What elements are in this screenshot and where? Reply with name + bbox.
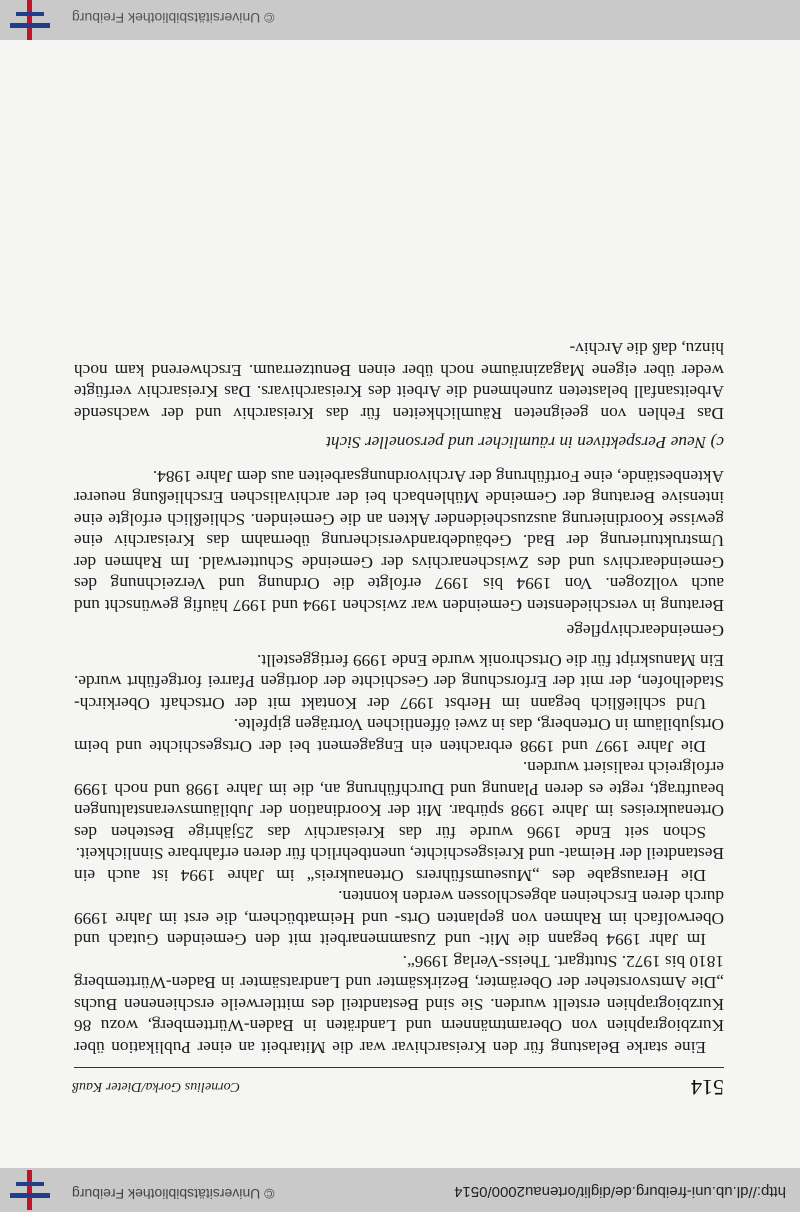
paragraph: Und schließlich begann im Herbst 1997 der Kontakt mit der Ortschaft Oberkirch-Stadelhofen, der mit der Erforschung der Geschichte der dortigen Pfarrei fortgeführt wurde. Ein Manuskript für die Ortschronik wurde Ende 1999 fertiggestellt. <box>74 651 724 713</box>
viewer-footer-bar <box>0 0 800 40</box>
paragraph: Im Jahr 1994 begann die Mit- und Zusammenarbeit mit den Gemeinden Gutach und Oberwolfach im Rahmen von geplanten Orts- und Heimatbüchern, die erst im Jahre 1999 durch deren Erscheinen abgeschlossen werden konnten. <box>74 887 724 950</box>
source-url[interactable]: http://dl.ub.uni-freiburg.de/diglit/ortenau2000/0514 <box>454 1183 786 1200</box>
subsection-heading: c) Neue Perspektiven in räumlicher und personeller Sicht <box>326 433 724 453</box>
scanned-page <box>0 40 800 1168</box>
page-number: 514 <box>691 1075 724 1100</box>
paragraph: Eine starke Belastung für den Kreisarchivar war die Mitarbeit an einer Publikation über Kurzbiographien von Oberamtmännern und Landräten in Baden-Württemberg, wozu 86 Kurzbiographien erstellt wurden. Sie sind Bestandteil des mittlerweile erschienenen Buchs „Die Amtsvorsteher der Oberämter, Bezirksämter und Landratsämter in Baden-Württemberg 1810 bis 1972. Stuttgart. Theiss-Verlag 1996“. <box>74 952 724 1057</box>
copyright-notice: © Universitätsbibliothek Freiburg <box>72 1186 275 1202</box>
paragraph: Beratung in verschiedensten Gemeinden war zwischen 1994 und 1997 häufig gewünscht und auch vollzogen. Von 1994 bis 1997 erfolgte die Ordnung und Verzeichnung des Gemeindearchivs und des Zwischenarchivs der Gemeinde Schutterwald. Im Rahmen der Umstrukturierung der Bad. Gebäudebrandversicherung übernahm das Kreisarchiv eine gewisse Koordinierung auszuscheidender Akten an die Gemeinden. Schließlich erfolgte eine intensive Beratung der Gemeinde Mühlenbach bei der archivalischen Erschließung neuerer Aktenbestände, eine Fortführung der Archivordnungsarbeiten aus dem Jahre 1984. <box>74 467 724 615</box>
page-body <box>74 338 724 1058</box>
running-head: Cornelius Gorka/Dieter Kauß <box>72 1079 240 1094</box>
section-heading: Gemeindearchivpflege <box>566 621 724 641</box>
paragraph: Die Jahre 1997 und 1998 erbrachten ein Engagement bei der Ortsgeschichte und beim Ortsjubiläum in Ortenberg, das in zwei öffentlichen Vorträgen gipfelte. <box>74 715 724 756</box>
paragraph: Die Herausgabe des „Museumsführers Ortenaukreis“ im Jahre 1994 ist auch ein Bestandteil der Heimat- und Kreisgeschichte, unentbehrlich für deren erfahrbare Sinnlichkeit. <box>74 844 724 885</box>
library-logo-icon <box>10 1170 50 1210</box>
footer-library-logo-icon <box>10 0 50 40</box>
header-rule <box>74 1067 724 1068</box>
footer-copyright-notice: © Universitätsbibliothek Freiburg <box>72 10 275 26</box>
paragraph: Das Fehlen von geeigneten Räumlichkeiten für das Kreisarchiv und der wachsende Arbeitsanfall belasteten zunehmend die Arbeit des Kreisarchivars. Das Kreisarchiv verfügte weder über eigene Magazinräume noch über einen Benutzerraum. Erschwerend kam noch hinzu, daß die Archiv- <box>74 339 724 423</box>
viewer-header-bar <box>0 1168 800 1212</box>
paragraph: Schon seit Ende 1996 wurde für das Kreisarchiv das 25jährige Bestehen des Ortenaukreises im Jahre 1998 spürbar. Mit der Koordination der Jubiläumsveranstaltungen beauftragt, regte es deren Planung und Durchführung an, die im Jahre 1998 und noch 1999 erfolgreich realisiert wurden. <box>74 758 724 842</box>
